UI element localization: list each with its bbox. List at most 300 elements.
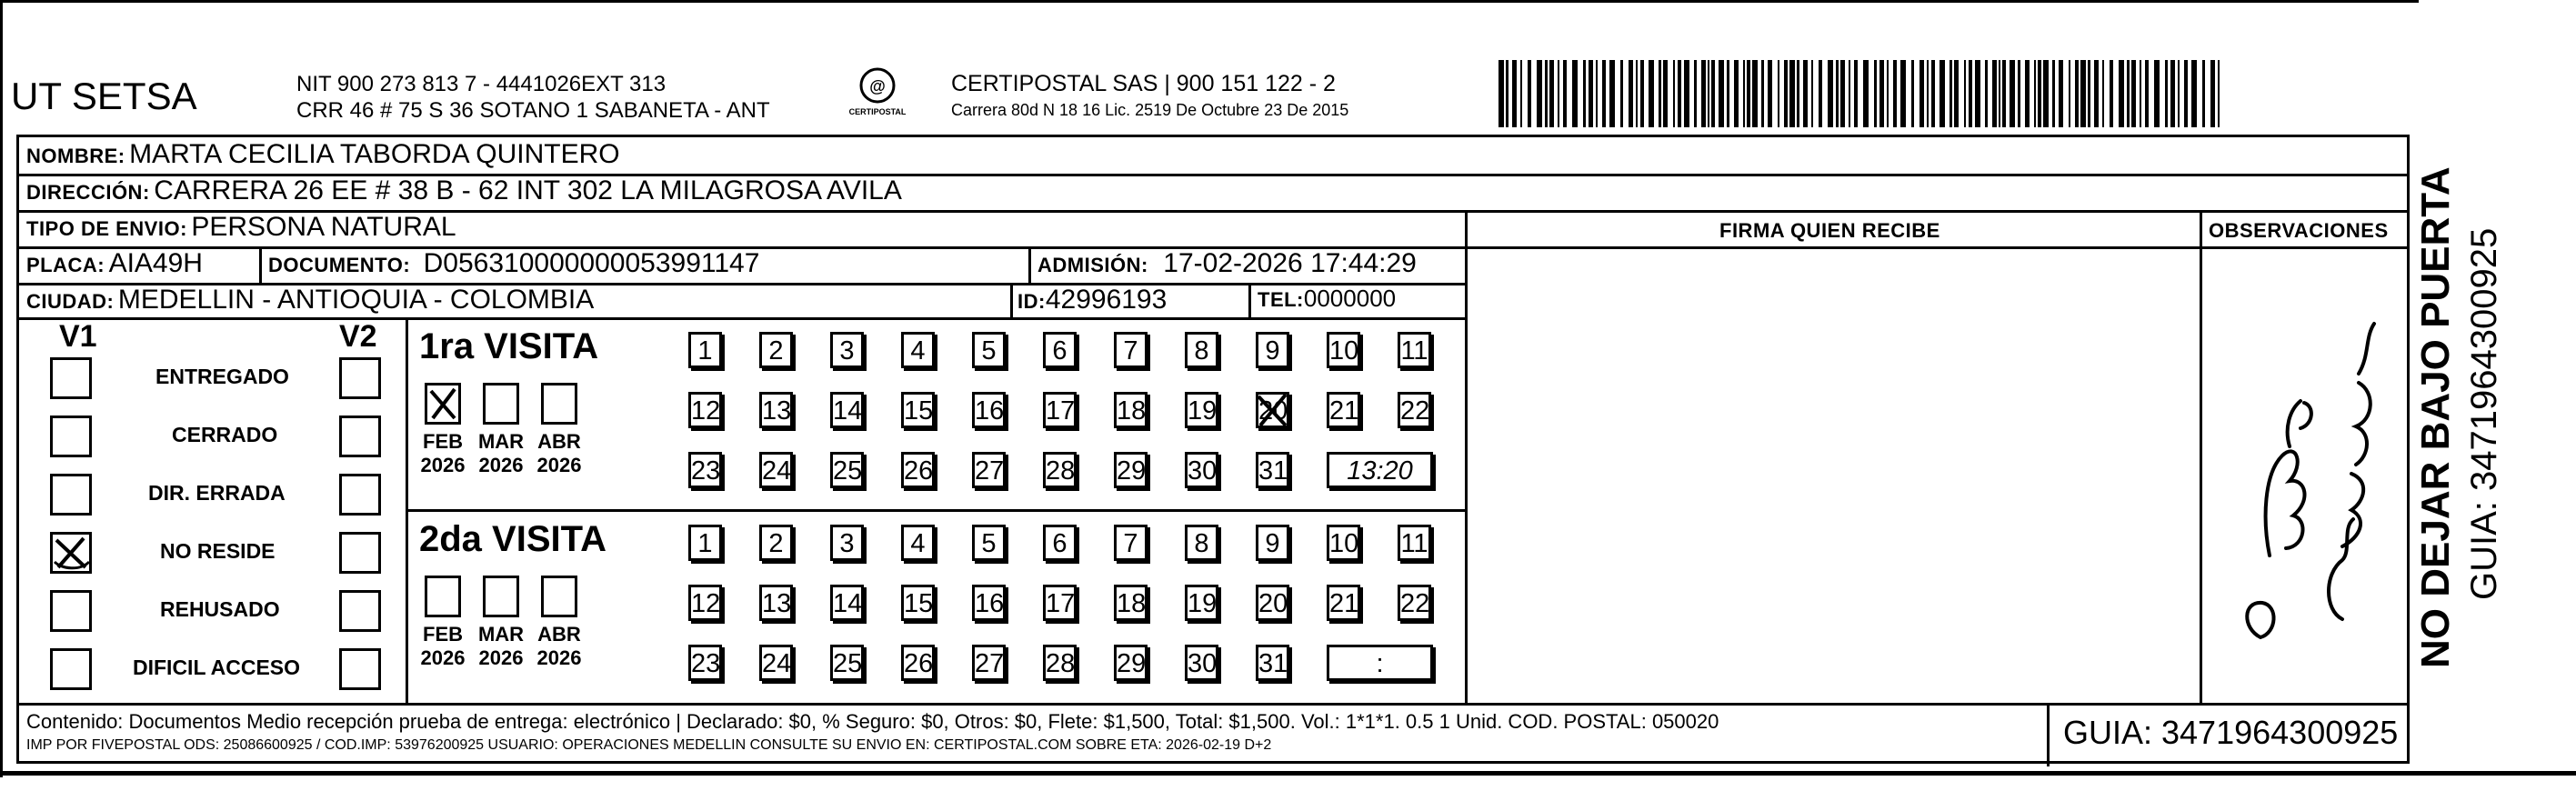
observaciones-header: OBSERVACIONES [2209, 219, 2389, 242]
direccion-label: DIRECCIÓN: [26, 181, 150, 204]
day-number: 16 [975, 396, 1005, 426]
time-box[interactable]: 13:20 [1327, 452, 1433, 488]
day-number: 10 [1329, 529, 1359, 558]
placa-value: AIA49H [108, 248, 203, 278]
day-number: 26 [904, 456, 934, 486]
barcode-bar [1663, 60, 1668, 127]
ciudad-value: MEDELLIN - ANTIOQUIA - COLOMBIA [117, 285, 595, 315]
year-label: 2026 [536, 454, 582, 476]
barcode-bar [1752, 60, 1758, 127]
year-label: 2026 [420, 646, 466, 669]
nombre-label: NOMBRE: [26, 145, 125, 167]
month-checkbox-feb[interactable] [425, 383, 461, 425]
barcode-bar [1784, 60, 1788, 127]
day-box[interactable] [901, 392, 935, 428]
v1-checkbox[interactable] [50, 416, 92, 457]
barcode-bar [2154, 60, 2160, 127]
day-number: 1 [697, 336, 713, 365]
day-box[interactable] [1043, 645, 1077, 681]
barcode-bar [1589, 60, 1593, 127]
barcode-bar [1940, 60, 1945, 127]
barcode-bar [1854, 60, 1858, 127]
day-box[interactable] [1114, 392, 1148, 428]
x-mark-icon [1255, 391, 1291, 431]
divider [259, 246, 262, 283]
time-box[interactable]: : [1327, 645, 1433, 681]
day-box[interactable] [1398, 525, 1431, 561]
day-box[interactable] [972, 585, 1006, 621]
barcode-bar [1506, 60, 1509, 127]
barcode-bar [1849, 60, 1850, 127]
month-label: FEB [423, 430, 463, 453]
month-label: ABR [537, 623, 581, 646]
v2-header: V2 [339, 319, 377, 354]
day-number: 28 [1046, 649, 1076, 678]
nombre-row [26, 139, 620, 170]
status-label: NO RESIDE [160, 539, 276, 563]
barcode-bar [2034, 60, 2036, 127]
year-label: 2026 [478, 646, 524, 669]
day-box[interactable] [1185, 452, 1218, 488]
nombre-value: MARTA CECILIA TABORDA QUINTERO [129, 139, 620, 169]
day-number: 4 [910, 336, 926, 365]
barcode-bar [1558, 60, 1559, 127]
barcode-bar [1596, 60, 1598, 127]
day-number: 16 [975, 589, 1005, 618]
year-label: 2026 [478, 454, 524, 476]
status-label: REHUSADO [160, 597, 280, 621]
day-number: 27 [975, 649, 1005, 678]
day-number: 23 [691, 649, 721, 678]
day-box[interactable] [1398, 332, 1431, 368]
day-box[interactable] [759, 332, 793, 368]
day-number: 25 [833, 456, 863, 486]
second-visit-title: 2da VISITA [419, 519, 606, 559]
day-box[interactable] [688, 452, 722, 488]
top-rule [0, 0, 2419, 3]
day-box[interactable] [1185, 645, 1218, 681]
barcode-bar [2025, 60, 2030, 127]
day-box[interactable] [972, 525, 1006, 561]
barcode-bar [1537, 60, 1542, 127]
signature-area[interactable] [1470, 246, 2198, 701]
day-box[interactable] [830, 452, 864, 488]
barcode-bar [1828, 60, 1833, 127]
barcode-bar [1840, 60, 1845, 127]
divider [1465, 210, 1468, 703]
barcode-bar [1640, 60, 1644, 127]
day-box[interactable] [1043, 525, 1077, 561]
company-info [296, 71, 770, 124]
day-number: 22 [1400, 589, 1430, 618]
month-checkbox-feb[interactable] [425, 576, 461, 617]
barcode-bar [1719, 60, 1724, 127]
barcode-bar [2140, 60, 2141, 127]
barcode-bar [1747, 60, 1750, 127]
v2-checkbox[interactable] [339, 532, 381, 574]
barcode-bar [1609, 60, 1615, 127]
day-box[interactable] [1114, 525, 1148, 561]
day-number: 21 [1329, 589, 1359, 618]
month-checkbox-mar[interactable] [483, 383, 519, 425]
barcode-bar [1863, 60, 1869, 127]
barcode-bar [1620, 60, 1623, 127]
barcode-bar [1678, 60, 1681, 127]
v1-checkbox[interactable] [50, 590, 92, 632]
day-number: 27 [975, 456, 1005, 486]
v2-checkbox[interactable] [339, 416, 381, 457]
day-box[interactable] [759, 525, 793, 561]
barcode-bar [1879, 60, 1884, 127]
month-label: FEB [423, 623, 463, 646]
day-number: 20 [1258, 589, 1288, 618]
divider [2200, 210, 2202, 703]
day-box[interactable] [901, 525, 935, 561]
day-box[interactable] [1043, 585, 1077, 621]
day-box[interactable] [1114, 585, 1148, 621]
id-value: 42996193 [1045, 285, 1168, 315]
barcode-bar [1950, 60, 1952, 127]
month-label: MAR [477, 430, 525, 453]
day-number: 4 [910, 529, 926, 558]
day-box[interactable] [1327, 392, 1360, 428]
day-box[interactable] [1398, 392, 1431, 428]
barcode-bar [1694, 60, 1697, 127]
day-number: 29 [1117, 649, 1147, 678]
day-number: 21 [1329, 396, 1359, 426]
v1-checkbox[interactable] [50, 474, 92, 516]
day-box[interactable] [972, 645, 1006, 681]
day-number: 31 [1258, 456, 1288, 486]
day-number: 26 [904, 649, 934, 678]
v2-checkbox[interactable] [339, 474, 381, 516]
day-box[interactable] [1327, 585, 1360, 621]
day-number: 24 [762, 456, 792, 486]
divider [406, 509, 1465, 512]
day-number: 17 [1046, 396, 1076, 426]
day-number: 15 [904, 589, 934, 618]
certipostal-seal-icon [846, 65, 909, 124]
day-number: 23 [691, 456, 721, 486]
barcode-bar [1563, 60, 1567, 127]
side-guia: GUIA: 3471964300925 [2464, 227, 2504, 600]
status-label: ENTREGADO [155, 365, 289, 388]
day-number: 7 [1123, 529, 1138, 558]
day-box[interactable] [1114, 452, 1148, 488]
barcode-bar [2038, 60, 2041, 127]
day-number: 30 [1188, 649, 1218, 678]
first-visit-title: 1ra VISITA [419, 326, 599, 366]
day-box[interactable] [901, 452, 935, 488]
day-number: 3 [839, 529, 855, 558]
barcode-bar [2088, 60, 2090, 127]
day-box[interactable] [972, 392, 1006, 428]
tipo-envio-label: TIPO DE ENVIO: [26, 217, 187, 240]
day-number: 20 [1258, 396, 1288, 426]
day-box[interactable] [901, 585, 935, 621]
barcode-bar [1761, 60, 1764, 127]
day-box[interactable] [1043, 452, 1077, 488]
day-number: 17 [1046, 589, 1076, 618]
day-number: 18 [1117, 396, 1147, 426]
day-number: 13 [762, 589, 792, 618]
barcode-bar [2170, 60, 2175, 127]
barcode-bar [1520, 60, 1522, 127]
barcode-bar [1874, 60, 1877, 127]
barcode-bar [2210, 60, 2215, 127]
day-box[interactable] [972, 452, 1006, 488]
barcode-bar [2075, 60, 2079, 127]
day-box[interactable] [688, 392, 722, 428]
divider [406, 317, 408, 703]
day-number: 28 [1046, 456, 1076, 486]
divider [1010, 283, 1013, 317]
barcode-bar [2018, 60, 2020, 127]
day-box[interactable] [830, 525, 864, 561]
barcode-bar [2131, 60, 2136, 127]
barcode-bar [1701, 60, 1706, 127]
barcode-bar [1954, 60, 1959, 127]
barcode-bar [1498, 60, 1504, 127]
day-number: 31 [1258, 649, 1288, 678]
day-box[interactable] [830, 645, 864, 681]
placa-label: PLACA: [26, 254, 105, 276]
day-box[interactable] [688, 525, 722, 561]
day-box[interactable] [1185, 525, 1218, 561]
day-number: 12 [691, 396, 721, 426]
day-box[interactable] [688, 645, 722, 681]
barcode-bar [1999, 60, 2000, 127]
barcode-bar [2165, 60, 2168, 127]
day-number: 19 [1188, 589, 1218, 618]
day-box[interactable] [901, 332, 935, 368]
documento-value: D056310000000053991147 [423, 248, 760, 278]
left-rule [0, 0, 3, 777]
day-box[interactable] [830, 585, 864, 621]
day-box[interactable] [972, 332, 1006, 368]
day-number: 14 [833, 396, 863, 426]
month-checkbox-mar[interactable] [483, 576, 519, 617]
day-number: 22 [1400, 396, 1430, 426]
day-number: 19 [1188, 396, 1218, 426]
month-checkbox-abr[interactable] [541, 383, 577, 425]
barcode-bar [2178, 60, 2180, 127]
barcode-bar [1708, 60, 1709, 127]
barcode-bar [1629, 60, 1633, 127]
v2-checkbox[interactable] [339, 357, 381, 399]
barcode-bar [2218, 60, 2220, 127]
day-box[interactable] [1327, 332, 1360, 368]
day-box[interactable] [1114, 645, 1148, 681]
barcode-bar [1711, 60, 1715, 127]
day-box[interactable] [1043, 392, 1077, 428]
month-label: MAR [477, 623, 525, 646]
barcode-bar [1789, 60, 1795, 127]
day-box[interactable] [688, 332, 722, 368]
admision-cell [1037, 248, 1417, 279]
certipostal-license: Carrera 80d N 18 16 Lic. 2519 De Octubre 23 De 2015 [951, 101, 1349, 119]
day-box[interactable] [1256, 392, 1289, 428]
barcode-bar [2202, 60, 2205, 127]
day-box[interactable] [1398, 585, 1431, 621]
barcode-bar [1887, 60, 1889, 127]
barcode-bar [1964, 60, 1966, 127]
month-label: ABR [537, 430, 581, 453]
tel-label: TEL: [1258, 288, 1304, 311]
barcode-bar [1797, 60, 1799, 127]
day-box[interactable] [759, 585, 793, 621]
day-box[interactable] [1043, 332, 1077, 368]
tel-value: 0000000 [1303, 285, 1397, 312]
barcode-bar [2119, 60, 2124, 127]
status-label: DIFICIL ACCESO [133, 656, 301, 679]
barcode-bar [2052, 60, 2055, 127]
divider [2047, 703, 2050, 766]
day-box[interactable] [901, 645, 935, 681]
guia-number: GUIA: 3471964300925 [2063, 714, 2399, 751]
day-number: 9 [1265, 336, 1280, 365]
barcode-bar [2110, 60, 2113, 127]
barcode-bar [2002, 60, 2006, 127]
day-number: 9 [1265, 529, 1280, 558]
barcode-bar [2059, 60, 2063, 127]
day-box[interactable] [688, 585, 722, 621]
divider [1248, 283, 1251, 317]
day-box[interactable] [1256, 332, 1289, 368]
year-label: 2026 [420, 454, 466, 476]
status-label: CERRADO [172, 423, 278, 446]
x-mark-icon [427, 385, 458, 422]
day-number: 11 [1400, 336, 1428, 365]
barcode-bar [1583, 60, 1586, 127]
day-box[interactable] [1185, 585, 1218, 621]
v2-checkbox[interactable] [339, 648, 381, 690]
day-number: 30 [1188, 456, 1218, 486]
barcode-bar [1811, 60, 1813, 127]
brand-name: UT SETSA [11, 75, 197, 117]
barcode-bar [1512, 60, 1517, 127]
divider [19, 317, 1465, 320]
barcode-bar [1911, 60, 1914, 127]
day-box[interactable] [1185, 332, 1218, 368]
day-number: 12 [691, 589, 721, 618]
barcode-bar [1778, 60, 1779, 127]
year-label: 2026 [536, 646, 582, 669]
day-number: 1 [697, 529, 713, 558]
day-box[interactable] [830, 332, 864, 368]
day-number: 13 [762, 396, 792, 426]
direccion-value: CARRERA 26 EE # 38 B - 62 INT 302 LA MILAGROSA AVILA [154, 175, 902, 205]
barcode-bar [2145, 60, 2149, 127]
v1-checkbox[interactable] [50, 532, 92, 574]
barcode-bar [2191, 60, 2197, 127]
day-box[interactable] [1256, 452, 1289, 488]
day-number: 11 [1400, 529, 1428, 558]
day-box[interactable] [759, 392, 793, 428]
day-box[interactable] [1256, 645, 1289, 681]
day-number: 25 [833, 649, 863, 678]
barcode-bar [1975, 60, 1980, 127]
day-number: 3 [839, 336, 855, 365]
barcode-bar [1836, 60, 1839, 127]
day-box[interactable] [1327, 525, 1360, 561]
barcode-bar [1893, 60, 1897, 127]
barcode-bar [1927, 60, 1929, 127]
barcode-bar [1931, 60, 1935, 127]
barcode-bar [2010, 60, 2015, 127]
day-number: 24 [762, 649, 792, 678]
day-box[interactable] [1185, 392, 1218, 428]
day-number: 15 [904, 396, 934, 426]
day-box[interactable] [1114, 332, 1148, 368]
v2-checkbox[interactable] [339, 590, 381, 632]
footer-print-info: IMP POR FIVEPOSTAL ODS: 25086600925 / COD.IMP: 53976200925 USUARIO: OPERACIONES MEDELLIN CONSULTE SU ENVIO EN: CERTIPOSTAL.COM SOBRE ETA: 2026-02-19 D+2 [26, 737, 1272, 753]
status-label: DIR. ERRADA [148, 481, 286, 505]
barcode-bar [1900, 60, 1906, 127]
barcode-bar [1992, 60, 1997, 127]
day-box[interactable] [830, 392, 864, 428]
certipostal-name: CERTIPOSTAL SAS | 900 151 122 - 2 [951, 71, 1336, 96]
barcode-bar [2184, 60, 2188, 127]
nit-line: NIT 900 273 813 7 - 4441026EXT 313 [296, 72, 667, 96]
day-number: 8 [1194, 529, 1209, 558]
placa-cell [26, 248, 203, 279]
delivery-form [16, 135, 2410, 764]
barcode-bar [1649, 60, 1654, 127]
bottom-rule [0, 771, 2576, 776]
ciudad-cell [26, 285, 594, 315]
day-number: 8 [1194, 336, 1209, 365]
address-line: CRR 46 # 75 S 36 SOTANO 1 SABANETA - ANT [296, 98, 770, 123]
documento-cell [268, 248, 759, 279]
certipostal-info [951, 71, 1348, 124]
v1-checkbox[interactable] [50, 357, 92, 399]
day-number: 14 [833, 589, 863, 618]
v1-checkbox[interactable] [50, 648, 92, 690]
barcode-bar [1572, 60, 1578, 127]
tipo-envio-value: PERSONA NATURAL [191, 212, 456, 242]
day-box[interactable] [1256, 585, 1289, 621]
day-box[interactable] [759, 452, 793, 488]
barcode [1498, 60, 2226, 127]
day-number: 2 [768, 336, 784, 365]
day-box[interactable] [1256, 525, 1289, 561]
day-number: 29 [1117, 456, 1147, 486]
month-checkbox-abr[interactable] [541, 576, 577, 617]
day-number: 7 [1123, 336, 1138, 365]
day-number: 18 [1117, 589, 1147, 618]
barcode-bar [1659, 60, 1661, 127]
barcode-bar [1602, 60, 1606, 127]
barcode-bar [1528, 60, 1531, 127]
divider [1028, 246, 1031, 283]
barcode-bar [1673, 60, 1675, 127]
barcode-bar [2043, 60, 2049, 127]
seal-caption: CERTIPOSTAL [848, 107, 907, 116]
barcode-bar [2102, 60, 2104, 127]
admision-label: ADMISIÓN: [1037, 254, 1148, 276]
day-box[interactable] [759, 645, 793, 681]
barcode-bar [1819, 60, 1822, 127]
day-number: 5 [981, 529, 997, 558]
documento-label: DOCUMENTO: [268, 254, 411, 276]
barcode-bar [1727, 60, 1729, 127]
barcode-bar [1734, 60, 1739, 127]
barcode-bar [1545, 60, 1548, 127]
barcode-bar [1985, 60, 1988, 127]
footer-content: Contenido: Documentos Medio recepción prueba de entrega: electrónico | Declarado: $0, % Seguro: $0, Otros: $0, Flete: $1,500, Total: $1,500. Vol.: 1*1*1. 0.5 1 Unid. COD. POSTAL: 050020 [26, 710, 1719, 733]
tipo-envio-row [26, 212, 456, 243]
